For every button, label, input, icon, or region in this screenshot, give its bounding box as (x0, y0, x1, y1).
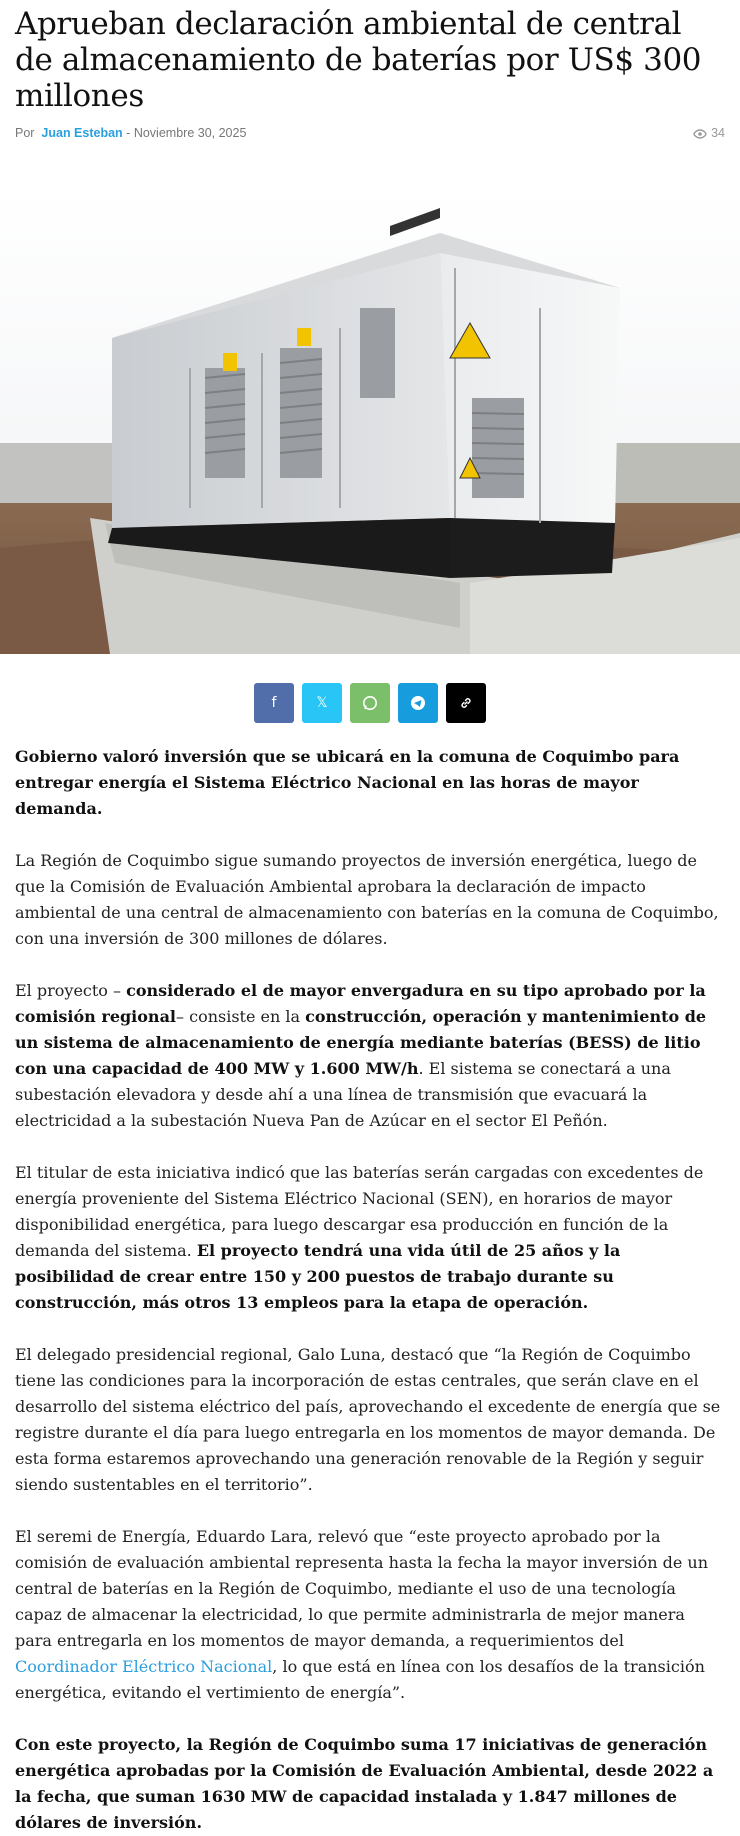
featured-image (0, 188, 740, 654)
paragraph-1: La Región de Coquimbo sigue sumando proyectos de inversión energética, luego de que la Comisión de Evaluación Ambiental aprobara la declaración de impacto ambiental de una central de almacenamiento con baterías en la comuna de Coquimbo, con una inversión de 300 millones de dólares. (15, 851, 719, 948)
share-bar (0, 683, 740, 723)
whatsapp-icon[interactable] (350, 683, 390, 723)
paragraph-2: El proyecto – considerado el de mayor envergadura en su tipo aprobado por la comisión regional– consiste en la construcción, operación y mantenimiento de un sistema de almacenamiento de energía mediante baterías (BESS) de litio con una capacidad de 400 MW y 1.600 MW/h. El sistema se conectará a una subestación elevadora y desde ahí a una línea de transmisión que evacuará la electricidad a la subestación Nueva Pan de Azúcar en el sector El Peñón. (15, 981, 707, 1130)
view-count-value: 34 (711, 126, 725, 140)
article-meta (15, 126, 725, 146)
publish-date: Noviembre 30, 2025 (133, 126, 247, 140)
paragraph-5: El seremi de Energía, Eduardo Lara, relevó que “este proyecto aprobado por la comisión de evaluación ambiental representa hasta la fecha la mayor inversión de un central de baterías en la Región de Coquimbo, mediante el uso de una tecnología capaz de almacenar la electricidad, lo que permite administrarla de mejor manera para entregarla en los momentos de mayor demanda, a requerimientos del Coordinador Eléctrico Nacional, lo que está en línea con los desafíos de la transición energética, evitando el vertimiento de energía”. (15, 1527, 708, 1702)
author-link[interactable]: Juan Esteban (41, 126, 123, 140)
x-icon[interactable]: 𝕏 (302, 683, 342, 723)
telegram-icon[interactable] (398, 683, 438, 723)
eye-icon (693, 129, 707, 139)
article-body (0, 744, 740, 1836)
coordinador-link[interactable]: Coordinador Eléctrico Nacional (15, 1657, 273, 1676)
paragraph-4: El delegado presidencial regional, Galo Luna, destacó que “la Región de Coquimbo tiene las condiciones para la incorporación de estas centrales, que serán clave en el desarrollo del sistema eléctrico del país, aprovechando el excedente de energía que se registre durante el día para luego entregarla en los momentos de mayor demanda. De esta forma estaremos aprovechando una generación renovable de la Región y seguir siendo sustentables en el territorio”. (15, 1345, 721, 1494)
paragraph-6: Con este proyecto, la Región de Coquimbo suma 17 iniciativas de generación energética aprobadas por la Comisión de Evaluación Ambiental, desde 2022 a la fecha, que suman 1630 MW de capacidad instalada y 1.847 millones de dólares de inversión. (15, 1735, 714, 1832)
lead-paragraph: Gobierno valoró inversión que se ubicará en la comuna de Coquimbo para entregar energía el Sistema Eléctrico Nacional en las horas de mayor demanda. (15, 747, 680, 818)
by-label: Por (15, 126, 35, 140)
article-title: Aprueban declaración ambiental de central de almacenamiento de baterías por US$ 300 millones (15, 6, 702, 114)
facebook-icon[interactable]: f (254, 683, 294, 723)
link-icon[interactable] (446, 683, 486, 723)
paragraph-3: El titular de esta iniciativa indicó que las baterías serán cargadas con excedentes de energía proveniente del Sistema Eléctrico Nacional (SEN), en horarios de mayor disponibilidad energética, para luego descargar esa producción en función de la demanda del sistema. El proyecto tendrá una vida útil de 25 años y la posibilidad de crear entre 150 y 200 puestos de trabajo durante su construcción, más otros 13 empleos para la etapa de operación. (15, 1163, 704, 1312)
view-count (693, 126, 725, 140)
meta-separator: - (126, 126, 131, 140)
